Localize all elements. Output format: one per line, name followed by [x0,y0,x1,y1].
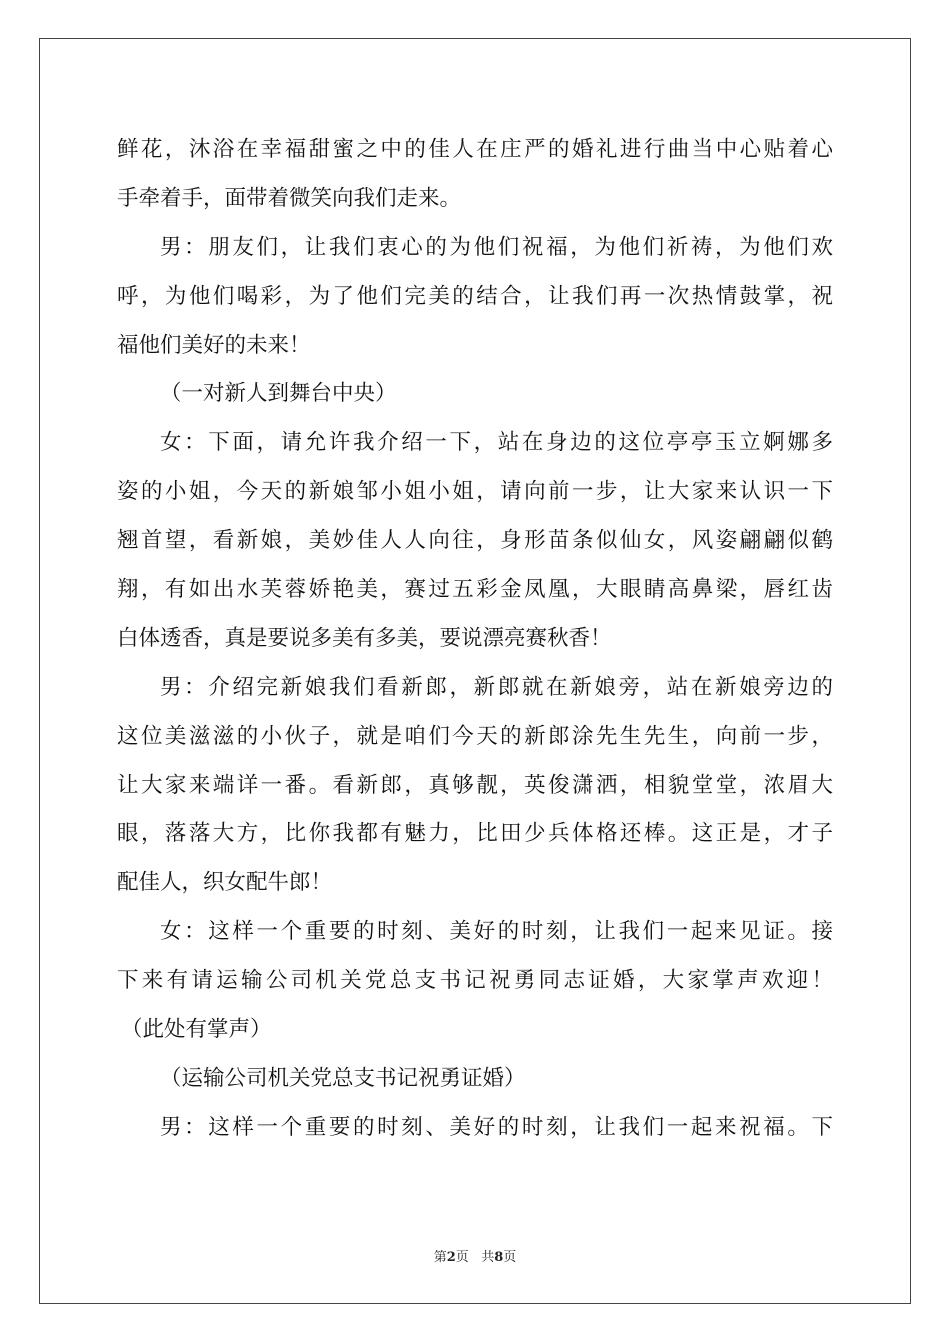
footer-total-suffix: 页 [503,1250,517,1265]
document-body [117,126,833,1153]
text-line: （此处有掌声） [121,1017,272,1043]
current-page-number: 2 [446,1250,456,1265]
text-line: 男：朋友们，让我们衷心的为他们祝福，为他们祈祷，为他们欢 [160,234,833,260]
text-line: 白体透香，真是要说多美有多美，要说漂亮赛秋香！ [117,625,612,651]
text-line: 这位美滋滋的小伙子，就是咱们今天的新郎涂先生先生，向前一步， [117,723,833,749]
text-line: （一对新人到舞台中央） [160,381,397,407]
text-line: 配佳人，织女配牛郎！ [117,870,333,896]
text-line: 男：这样一个重要的时刻、美好的时刻，让我们一起来祝福。下 [160,1114,833,1140]
text-line: 鲜花，沐浴在幸福甜蜜之中的佳人在庄严的婚礼进行曲当中心贴着心 [117,137,833,162]
total-page-count: 8 [494,1250,504,1265]
text-line: 翘首望，看新娘，美妙佳人人向往，身形苗条似仙女，风姿翩翩似鹤 [117,528,833,554]
footer-page-word: 页 [455,1250,469,1265]
text-line: 手牵着手，面带着微笑向我们走来。 [117,185,462,211]
text-line: 男：介绍完新娘我们看新郎，新郎就在新娘旁，站在新娘旁边的 [160,674,833,700]
text-line: 眼，落落大方，比你我都有魅力，比田少兵体格还棒。这正是，才子 [117,821,833,847]
text-line: 翔，有如出水芙蓉娇艳美，赛过五彩金凤凰，大眼睛高鼻梁，唇红齿 [117,577,833,603]
text-line: 让大家来端详一番。看新郎，真够靓，英俊潇洒，相貌堂堂，浓眉大 [117,772,833,798]
text-line: 女：这样一个重要的时刻、美好的时刻，让我们一起来见证。接 [160,919,833,945]
text-line: （运输公司机关党总支书记祝勇证婚） [160,1065,526,1091]
text-line: 姿的小姐，今天的新娘邹小姐小姐，请向前一步，让大家来认识一下 [117,479,833,505]
text-line: 福他们美好的未来！ [117,332,311,358]
text-line: 呼，为他们喝彩，为了他们完美的结合，让我们再一次热情鼓掌，祝 [117,283,833,309]
footer-total-prefix: 共 [481,1250,495,1265]
text-line: 下来有请运输公司机关党总支书记祝勇同志证婚，大家掌声欢迎！ [117,968,833,994]
page-footer [0,1246,950,1265]
footer-prefix: 第 [433,1250,447,1265]
text-line: 女：下面，请允许我介绍一下，站在身边的这位亭亭玉立婀娜多 [160,430,833,456]
